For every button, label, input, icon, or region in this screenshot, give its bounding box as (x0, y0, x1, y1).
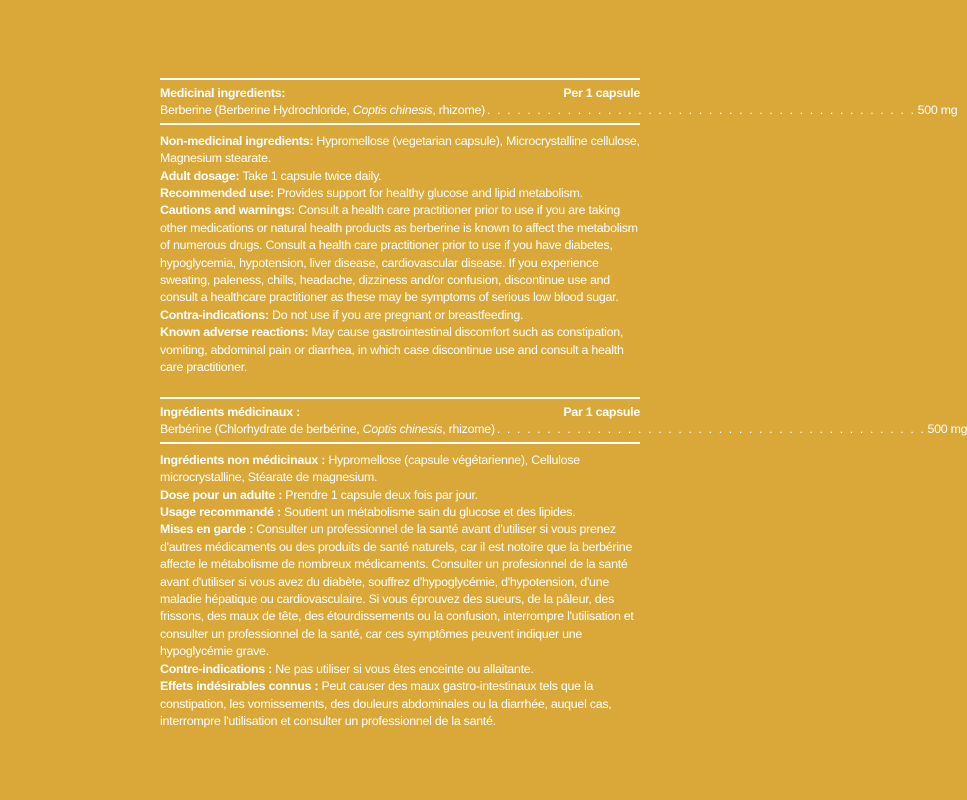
top-rule (160, 78, 640, 80)
mises-en-garde: Mises en garde : Consulter un professionnel de la santé avant d'utiliser si vous prenez d'autres médicaments ou des produits de santé naturels, car il est notoire que la berbérine affecte le métabolisme de nombreux médicaments. Consulter un profesionnel de la santé avant d'utiliser si vous avez du diabète, souffrez d'hypoglycémie, d'hypotension, d'une maladie hépatique ou cardiovasculaire. Si vous éprouvez des sueurs, de la pâleur, des frissons, des maux de tête, des étourdissements ou la confusion, interrompre l'utilisation et consulter un professionnel de la santé, car ces symptômes peuvent indiquer une hypoglycémie grave. (160, 522, 634, 659)
ingredient-row (160, 421, 967, 438)
top-rule (160, 397, 640, 399)
ingredients-medicinaux-header (160, 404, 640, 421)
ingredient-dose: 500 mg (927, 421, 967, 436)
usage-recommande: Usage recommandé : Soutient un métabolisme sain du glucose et des lipides. (160, 505, 576, 520)
par-capsule-label: Par 1 capsule (563, 404, 640, 419)
leader-dots: . . . . . . . . . . . . . . . . . . . . . . . . . . . . . . . . . . . . . . . . . . . (496, 421, 926, 436)
non-medicinal-ingredients: Non-medicinal ingredients: Hypromellose (vegetarian capsule), Microcrystalline cellulose, Magnesium stearate. (160, 133, 640, 166)
ingredients-non-medicinaux: Ingrédients non médicinaux : Hypromellose (capsule végétarienne), Cellulose microcrystalline, Stéarate de magnesium. (160, 452, 580, 485)
known-adverse-reactions: Known adverse reactions: May cause gastrointestinal discomfort such as constipation, vomiting, abdominal pain or diarrhea, in which case discontinue use and consult a health care practitioner. (160, 325, 624, 375)
per-capsule-label: Per 1 capsule (563, 85, 640, 100)
cautions-and-warnings: Cautions and warnings: Consult a health care practitioner prior to use if you are taking other medications or natural health products as berberine is known to affect the metabolism of numerous drugs. Consult a health care practitioner prior to use if you have diabetes, hypoglycemia, hypotension, liver disease, cardiovascular disease. If you experience sweating, paleness, chills, headache, dizziness and/or confusion, discontinue use and consult a healthcare practitioner as these may be symptoms of serious low blood sugar. (160, 203, 638, 305)
contra-indications: Contra-indications: Do not use if you are pregnant or breastfeeding. (160, 307, 524, 322)
recommended-use: Recommended use: Provides support for healthy glucose and lipid metabolism. (160, 186, 583, 201)
french-label-panel (160, 397, 967, 730)
section-rule (160, 442, 640, 444)
ingredients-medicinaux-label: Ingrédients médicinaux : (160, 404, 300, 419)
ingredient-row (160, 102, 958, 119)
effets-indesirables-connus: Effets indésirables connus : Peut causer des maux gastro-intestinaux tels que la constipation, les vomissements, des douleurs abdominales ou la diarrhée, auquel cas, interrompre l'utilisation et consulter un professionnel de la santé. (160, 679, 612, 728)
ingredient-name: Berberine (Berberine Hydrochloride, Coptis chinesis, rhizome) (160, 102, 485, 117)
english-label-panel (160, 78, 958, 377)
ingredient-name: Berbérine (Chlorhydrate de berbérine, Coptis chinesis, rhizome) (160, 421, 495, 436)
medicinal-ingredients-header (160, 85, 640, 102)
adult-dosage: Adult dosage: Take 1 capsule twice daily. (160, 168, 382, 183)
ingredient-dose: 500 mg (917, 102, 958, 117)
medicinal-ingredients-label: Medicinal ingredients: (160, 85, 286, 100)
section-rule (160, 123, 640, 125)
dose-pour-un-adulte: Dose pour un adulte : Prendre 1 capsule deux fois par jour. (160, 487, 478, 502)
contre-indications: Contre-indications : Ne pas utiliser si vous êtes enceinte ou allaitante. (160, 661, 534, 676)
leader-dots: . . . . . . . . . . . . . . . . . . . . . . . . . . . . . . . . . . . . . . . . . . . (486, 102, 916, 117)
